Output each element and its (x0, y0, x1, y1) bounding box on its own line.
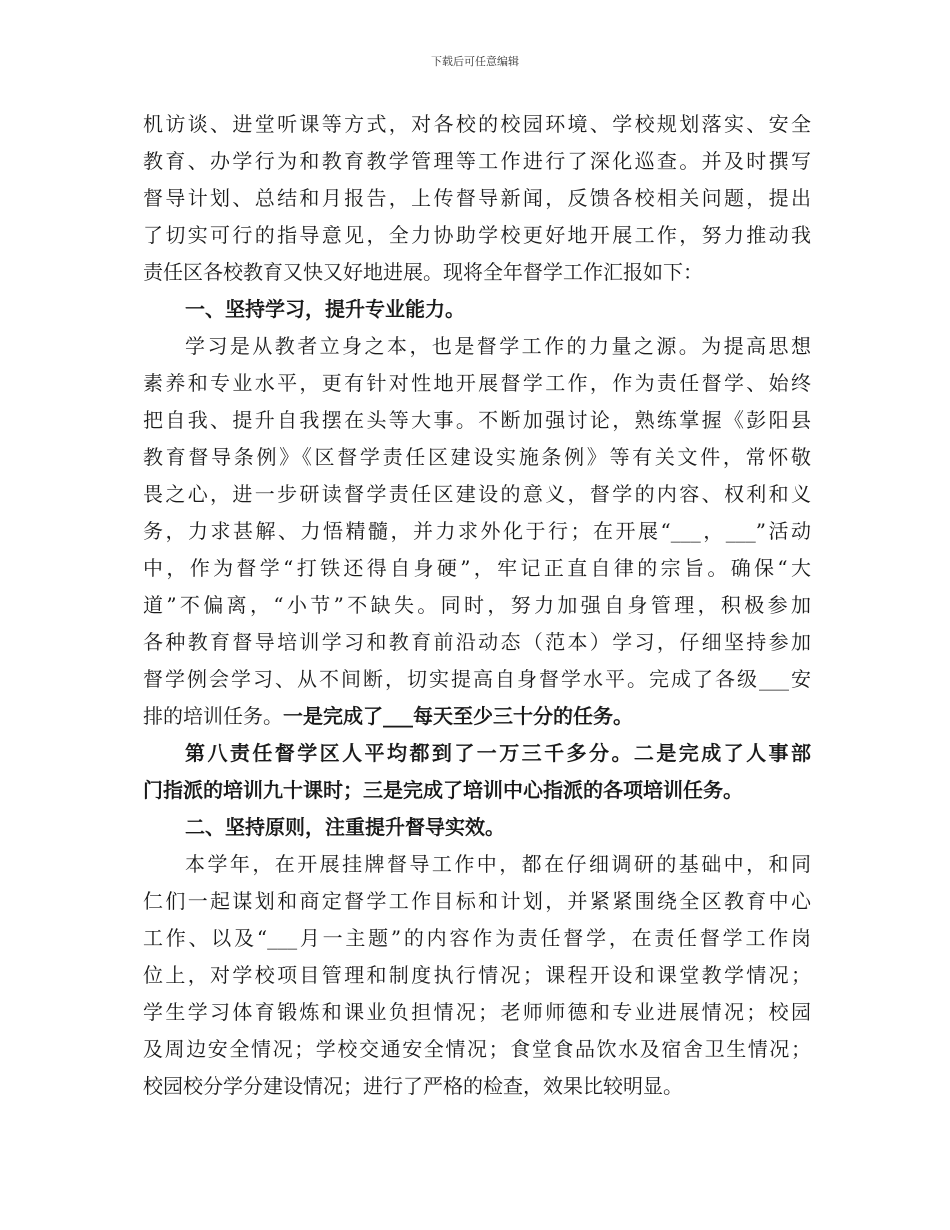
text-line: 督学例会学习、从不间断，切实提高自身督学水平。完成了各级___安 (143, 667, 811, 691)
text-line: 本学年，在开展挂牌督导工作中，都在仔细调研的基础中，和同 (185, 852, 811, 876)
text-line: 各种教育督导培训学习和教育前沿动态（范本）学习，仔细坚持参加 (143, 630, 811, 654)
bold-text-line: 第八责任督学区人平均都到了一万三千多分。二是完成了人事部 (185, 741, 811, 765)
text-line: 位上，对学校项目管理和制度执行情况；课程开设和课堂教学情况； (143, 963, 811, 987)
text-line: 素养和专业水平，更有针对性地开展督学工作，作为责任督学、始终 (143, 371, 811, 395)
bold-text-line: 门指派的培训九十课时；三是完成了培训中心指派的各项培训任务。 (143, 778, 743, 802)
text-line: 教育、办学行为和教育教学管理等工作进行了深化巡查。并及时撰写 (143, 149, 811, 173)
text-line: 中，作为督学“打铁还得自身硬”，牢记正直自律的宗旨。确保“大 (143, 556, 811, 580)
document-body (143, 106, 811, 1105)
text-line: 学习是从教者立身之本，也是督学工作的力量之源。为提高思想 (185, 334, 811, 358)
text-line: 工作、以及“___月一主题”的内容作为责任督学，在责任督学工作岗 (143, 926, 811, 950)
text-line: 校园校分学分建设情况；进行了严格的检查，效果比较明显。 (143, 1074, 683, 1098)
text-line: 务，力求甚解、力悟精髓，并力求外化于行；在开展“___，___”活动 (143, 519, 811, 543)
page-header: 下载后可任意编辑 (431, 55, 519, 68)
text-line-mixed (143, 698, 811, 735)
bold-text-segment: 一是完成了___每天至少三十分的任务。 (283, 704, 633, 728)
text-segment: 排的培训任务。 (143, 704, 283, 728)
text-line: 畏之心，进一步研读督学责任区建设的意义，督学的内容、权利和义 (143, 482, 811, 506)
text-line: 机访谈、进堂听课等方式，对各校的校园环境、学校规划落实、安全 (143, 112, 811, 136)
section-heading: 二、坚持原则，注重提升督导实效。 (185, 815, 505, 839)
text-line: 学生学习体育锻炼和课业负担情况；老师师德和专业进展情况；校园 (143, 1000, 811, 1024)
text-line: 督导计划、总结和月报告，上传督导新闻，反馈各校相关问题，提出 (143, 186, 811, 210)
text-line: 教育督导条例》《区督学责任区建设实施条例》等有关文件，常怀敬 (143, 445, 811, 469)
text-line: 及周边安全情况；学校交通安全情况；食堂食品饮水及宿舍卫生情况； (143, 1037, 811, 1061)
section-heading: 一、坚持学习，提升专业能力。 (185, 297, 465, 321)
text-line: 责任区各校教育又快又好地进展。现将全年督学工作汇报如下： (143, 260, 703, 284)
text-line: 仁们一起谋划和商定督学工作目标和计划，并紧紧围绕全区教育中心 (143, 889, 811, 913)
text-line: 道”不偏离，“小节”不缺失。同时，努力加强自身管理，积极参加 (143, 593, 811, 617)
text-line: 了切实可行的指导意见，全力协助学校更好地开展工作，努力推动我 (143, 223, 811, 247)
text-line: 把自我、提升自我摆在头等大事。不断加强讨论，熟练掌握《彭阳县 (143, 408, 811, 432)
